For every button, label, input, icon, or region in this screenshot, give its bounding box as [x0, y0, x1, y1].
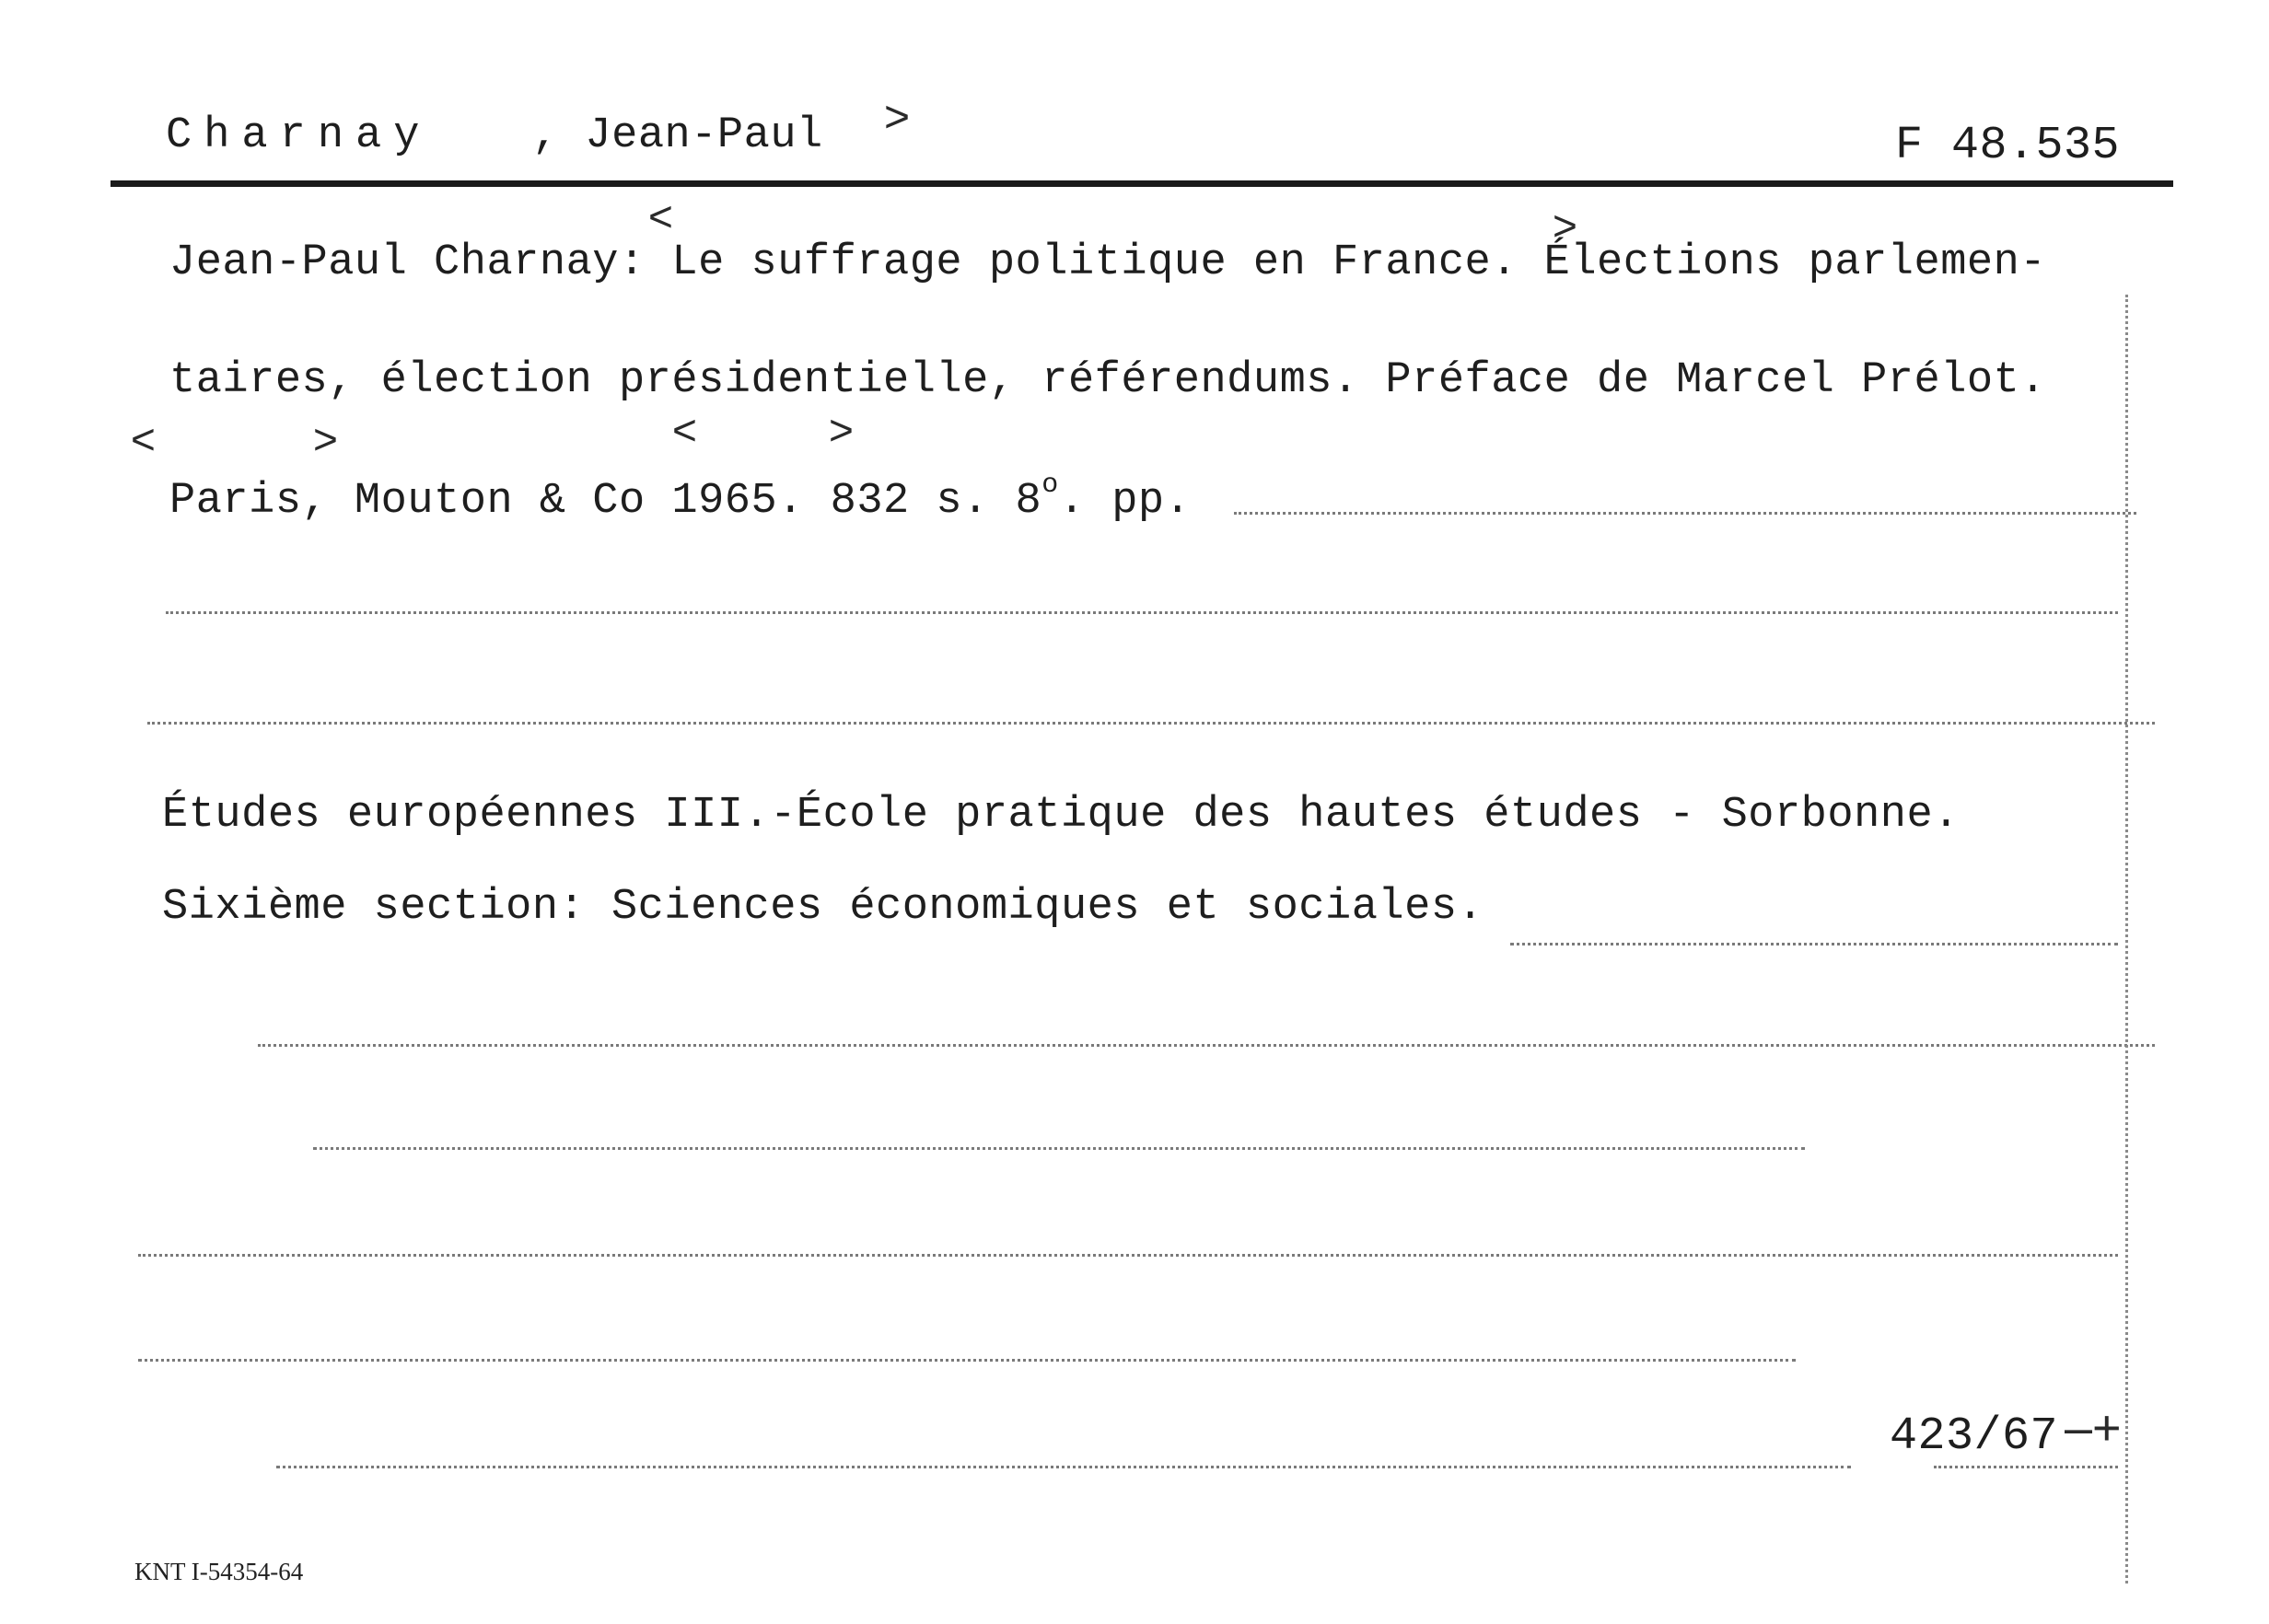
editor-mark-close: >	[829, 406, 854, 454]
imprint-main: Paris, Mouton & Co 1965. 832 s. 8	[169, 477, 1042, 526]
guide-line	[1234, 512, 2136, 515]
guide-line	[1510, 943, 2118, 945]
heading-surname: Charnay	[166, 111, 432, 160]
imprint-superscript: o	[1041, 470, 1059, 501]
series-line-2: Sixième section: Sciences économiques et sociales.	[162, 883, 1484, 932]
card-footer-code: KNT I-54354-64	[134, 1558, 304, 1585]
editor-mark-open: <	[648, 192, 673, 240]
editor-mark-open: <	[131, 415, 156, 463]
imprint-line	[169, 470, 1192, 526]
guide-line	[138, 1254, 2118, 1257]
guide-line	[138, 1359, 1796, 1362]
guide-line	[166, 611, 2118, 614]
editor-mark-caret: >	[884, 93, 911, 142]
heading-rule	[111, 180, 2173, 187]
guide-line	[147, 722, 2155, 725]
accession-number: 423/67	[1890, 1410, 2059, 1463]
title-line-2: taires, élection présidentielle, référendums. Préface de Marcel Prélot.	[169, 356, 2047, 405]
imprint-tail: . pp.	[1058, 477, 1192, 526]
series-line-1: Études européennes III.-École pratique des hautes études - Sorbonne.	[162, 791, 1960, 840]
guide-line	[258, 1044, 2155, 1047]
editor-mark-close: >	[1553, 202, 1577, 249]
editor-mark-open: <	[672, 406, 697, 454]
guide-line	[1934, 1466, 2118, 1468]
margin-line	[2125, 295, 2128, 1583]
guide-line	[276, 1466, 1851, 1468]
strike-mark: –+	[2065, 1400, 2122, 1456]
title-line-1: Jean-Paul Charnay: Le suffrage politique en France. Élections parlemen-	[169, 238, 2047, 287]
heading-forename: , Jean-Paul	[532, 111, 823, 160]
guide-line	[313, 1147, 1805, 1150]
editor-mark-close: >	[313, 415, 338, 463]
call-number: F 48.535	[1895, 120, 2121, 172]
